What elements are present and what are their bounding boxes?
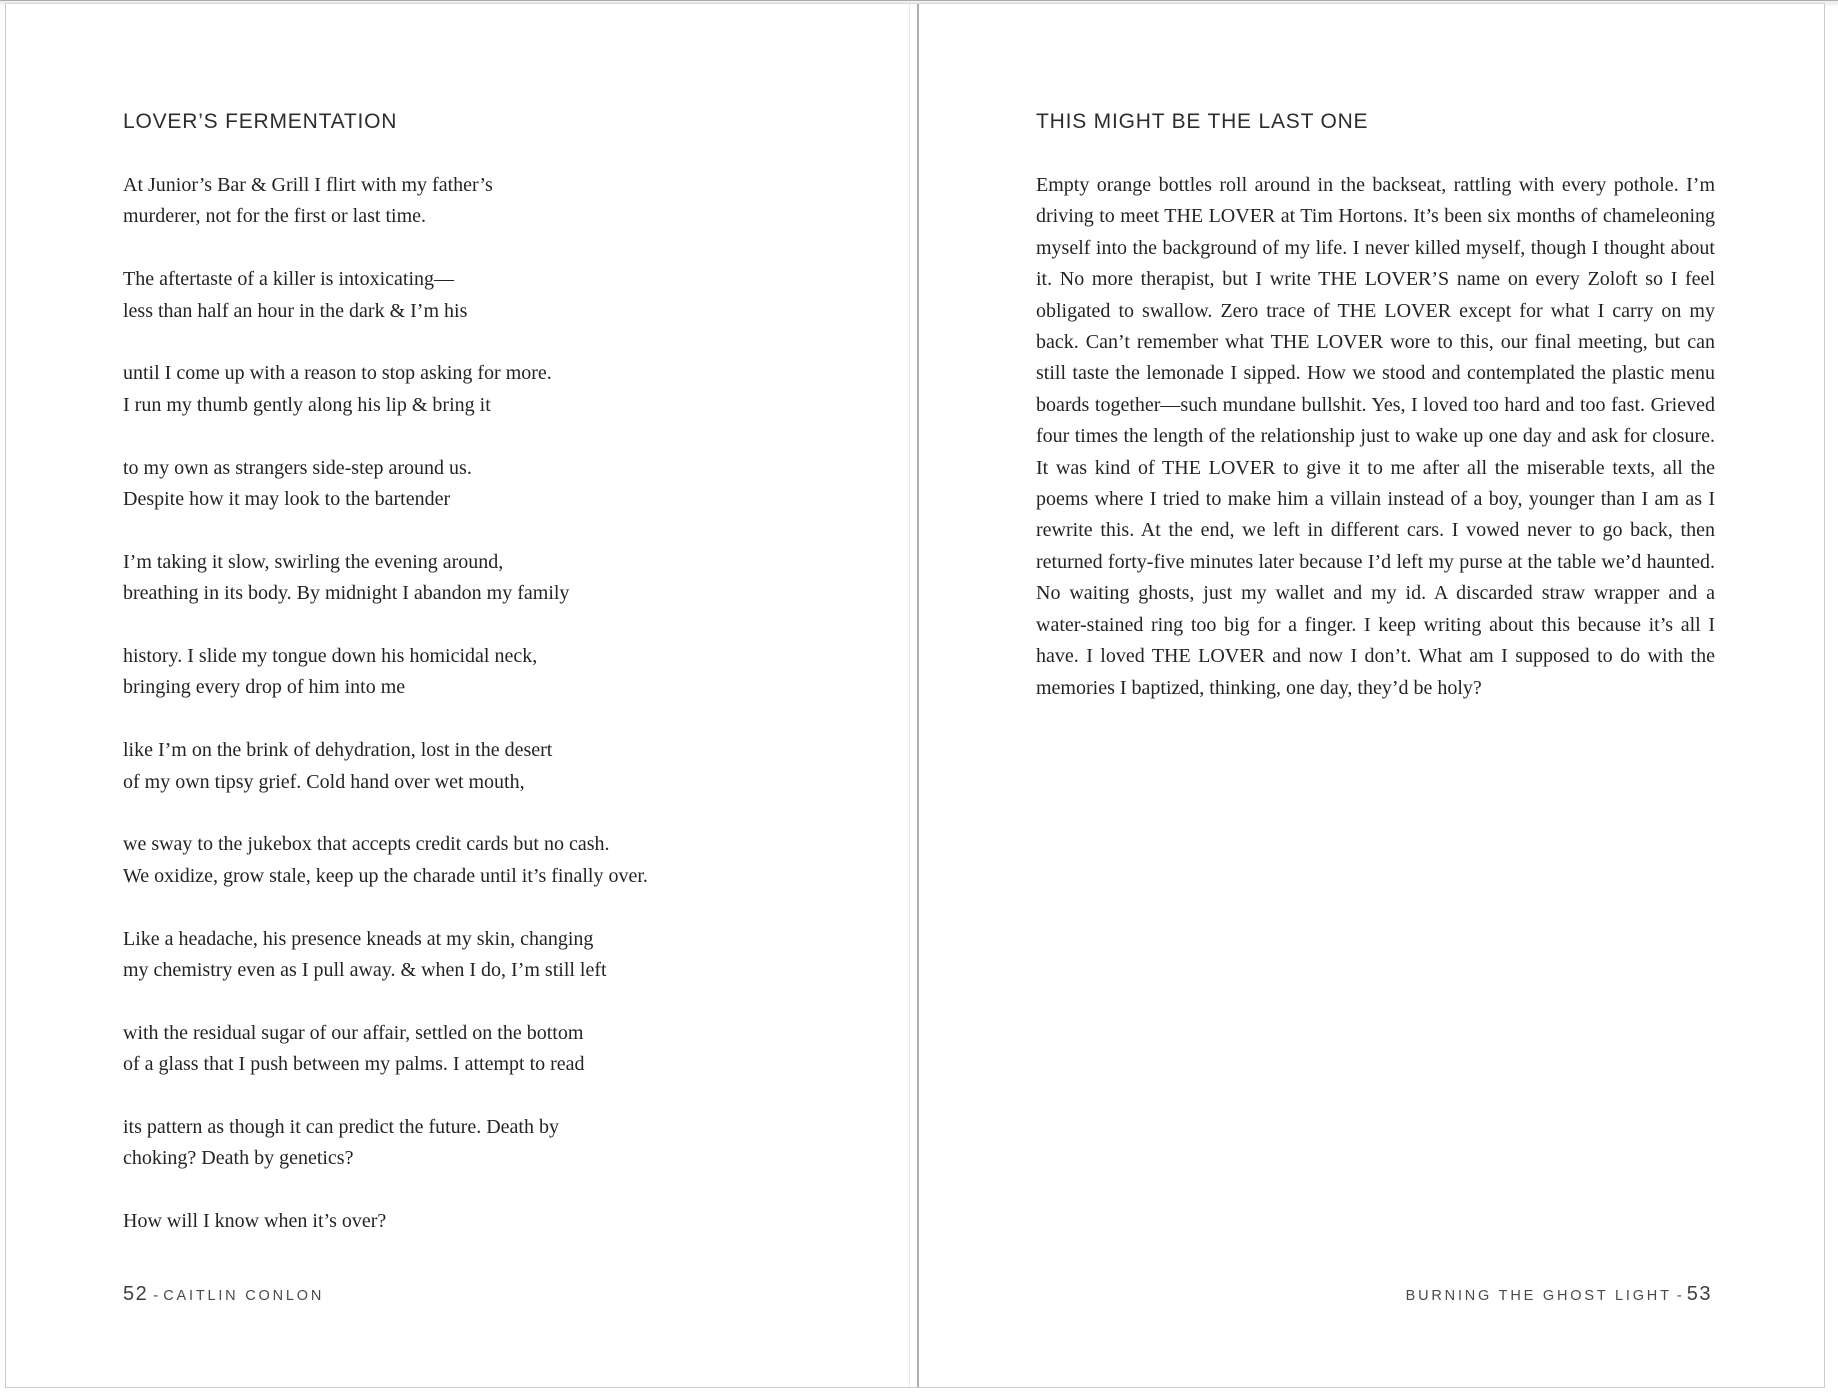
poem-stanza [123,170,843,233]
poem-line: At Junior’s Bar & Grill I flirt with my father’s [123,174,493,196]
poem-line: Like a headache, his presence kneads at my skin, changing [123,927,594,950]
left-poem-title: LOVER’S FERMENTATION [123,110,398,133]
right-poem-title: THIS MIGHT BE THE LAST ONE [1036,110,1369,133]
poem-line: history. I slide my tongue down his homicidal neck, [123,645,538,668]
footer-separator: - [1676,1287,1682,1304]
poem-stanza [123,924,843,987]
left-page [6,4,917,1387]
poem-stanza [123,735,843,798]
book-title: BURNING THE GHOST LIGHT [1405,1288,1672,1304]
poem-line: breathing in its body. By midnight I abandon my family [123,582,570,605]
poem-stanza [123,1112,843,1175]
poem-line: my chemistry even as I pull away. & when I do, I’m still left [123,959,607,982]
poem-stanza [123,1018,843,1081]
footer-separator: - [153,1287,159,1304]
poem-line: Despite how it may look to the bartender [123,488,451,511]
poem-line: How will I know when it’s over? [123,1210,387,1233]
author-name: CAITLIN CONLON [163,1288,325,1304]
right-page-footer [1406,1283,1712,1306]
poem-stanza [123,829,843,892]
left-page-footer [123,1283,324,1306]
poem-stanza [123,264,843,327]
poem-stanza [123,453,843,516]
poem-line: we sway to the jukebox that accepts credit cards but no cash. [123,833,610,856]
poem-line: its pattern as though it can predict the future. Death by [123,1116,559,1139]
poem-line: I run my thumb gently along his lip & bring it [123,393,491,416]
poem-line: like I’m on the brink of dehydration, lost in the desert [123,739,553,762]
poem-stanza [123,547,843,610]
right-page [919,4,1824,1387]
poem-line: We oxidize, grow stale, keep up the charade until it’s finally over. [123,864,648,887]
poem-stanza [123,641,843,704]
left-page-number: 52 [123,1283,149,1305]
poem-line: murderer, not for the first or last time. [123,205,426,228]
poem-line: until I come up with a reason to stop asking for more. [123,362,552,385]
poem-line: less than half an hour in the dark & I’m his [123,299,468,322]
right-page-number: 53 [1686,1283,1712,1305]
left-poem-body [123,170,843,1269]
page-gutter-shadow [909,4,910,1387]
poem-stanza [123,1206,843,1237]
poem-line: to my own as strangers side-step around us. [123,456,472,479]
right-poem-body: Empty orange bottles roll around in the backseat, rattling with every pothole. I’m driving to meet THE LOVER at Tim Hortons. It’s been six months of chameleoning myself into the background of my life. I never killed myself, though I thought about it. No more therapist, but I write THE LOVER’S name on every Zoloft so I feel obligated to swallow. Zero trace of THE LOVER except for what I carry on my back. Can’t remember what THE LOVER wore to this, our final meeting, but can still taste the lemonade I sipped. How we stood and contemplated the plastic menu boards together—such mundane bullshit. Yes, I loved too hard and too fast. Grieved four times the length of the relationship just to wake up one day and ask for closure. It was kind of THE LOVER to give it to me after all the miserable texts, all the poems where I tried to make him a villain instead of a boy, younger than I am as I rewrite this. At the end, we left in different cars. I vowed never to go back, then returned forty-five minutes later because I’d left my purse at the table we’d haunted. No waiting ghosts, just my wallet and my id. A discarded straw wrapper and a water-stained ring too big for a finger. I keep writing about this because it’s all I have. I loved THE LOVER and now I don’t. What am I supposed to do with the memories I baptized, thinking, one day, they’d be holy? [1036,174,1715,699]
book-spread [5,3,1825,1388]
poem-line: I’m taking it slow, swirling the evening around, [123,550,504,573]
poem-line: bringing every drop of him into me [123,676,406,699]
poem-line: with the residual sugar of our affair, settled on the bottom [123,1021,584,1044]
poem-line: of a glass that I push between my palms. I attempt to read [123,1053,585,1076]
poem-line: The aftertaste of a killer is intoxicating— [123,268,454,291]
poem-line: choking? Death by genetics? [123,1147,354,1170]
poem-stanza [123,358,843,421]
poem-line: of my own tipsy grief. Cold hand over wet mouth, [123,770,525,793]
